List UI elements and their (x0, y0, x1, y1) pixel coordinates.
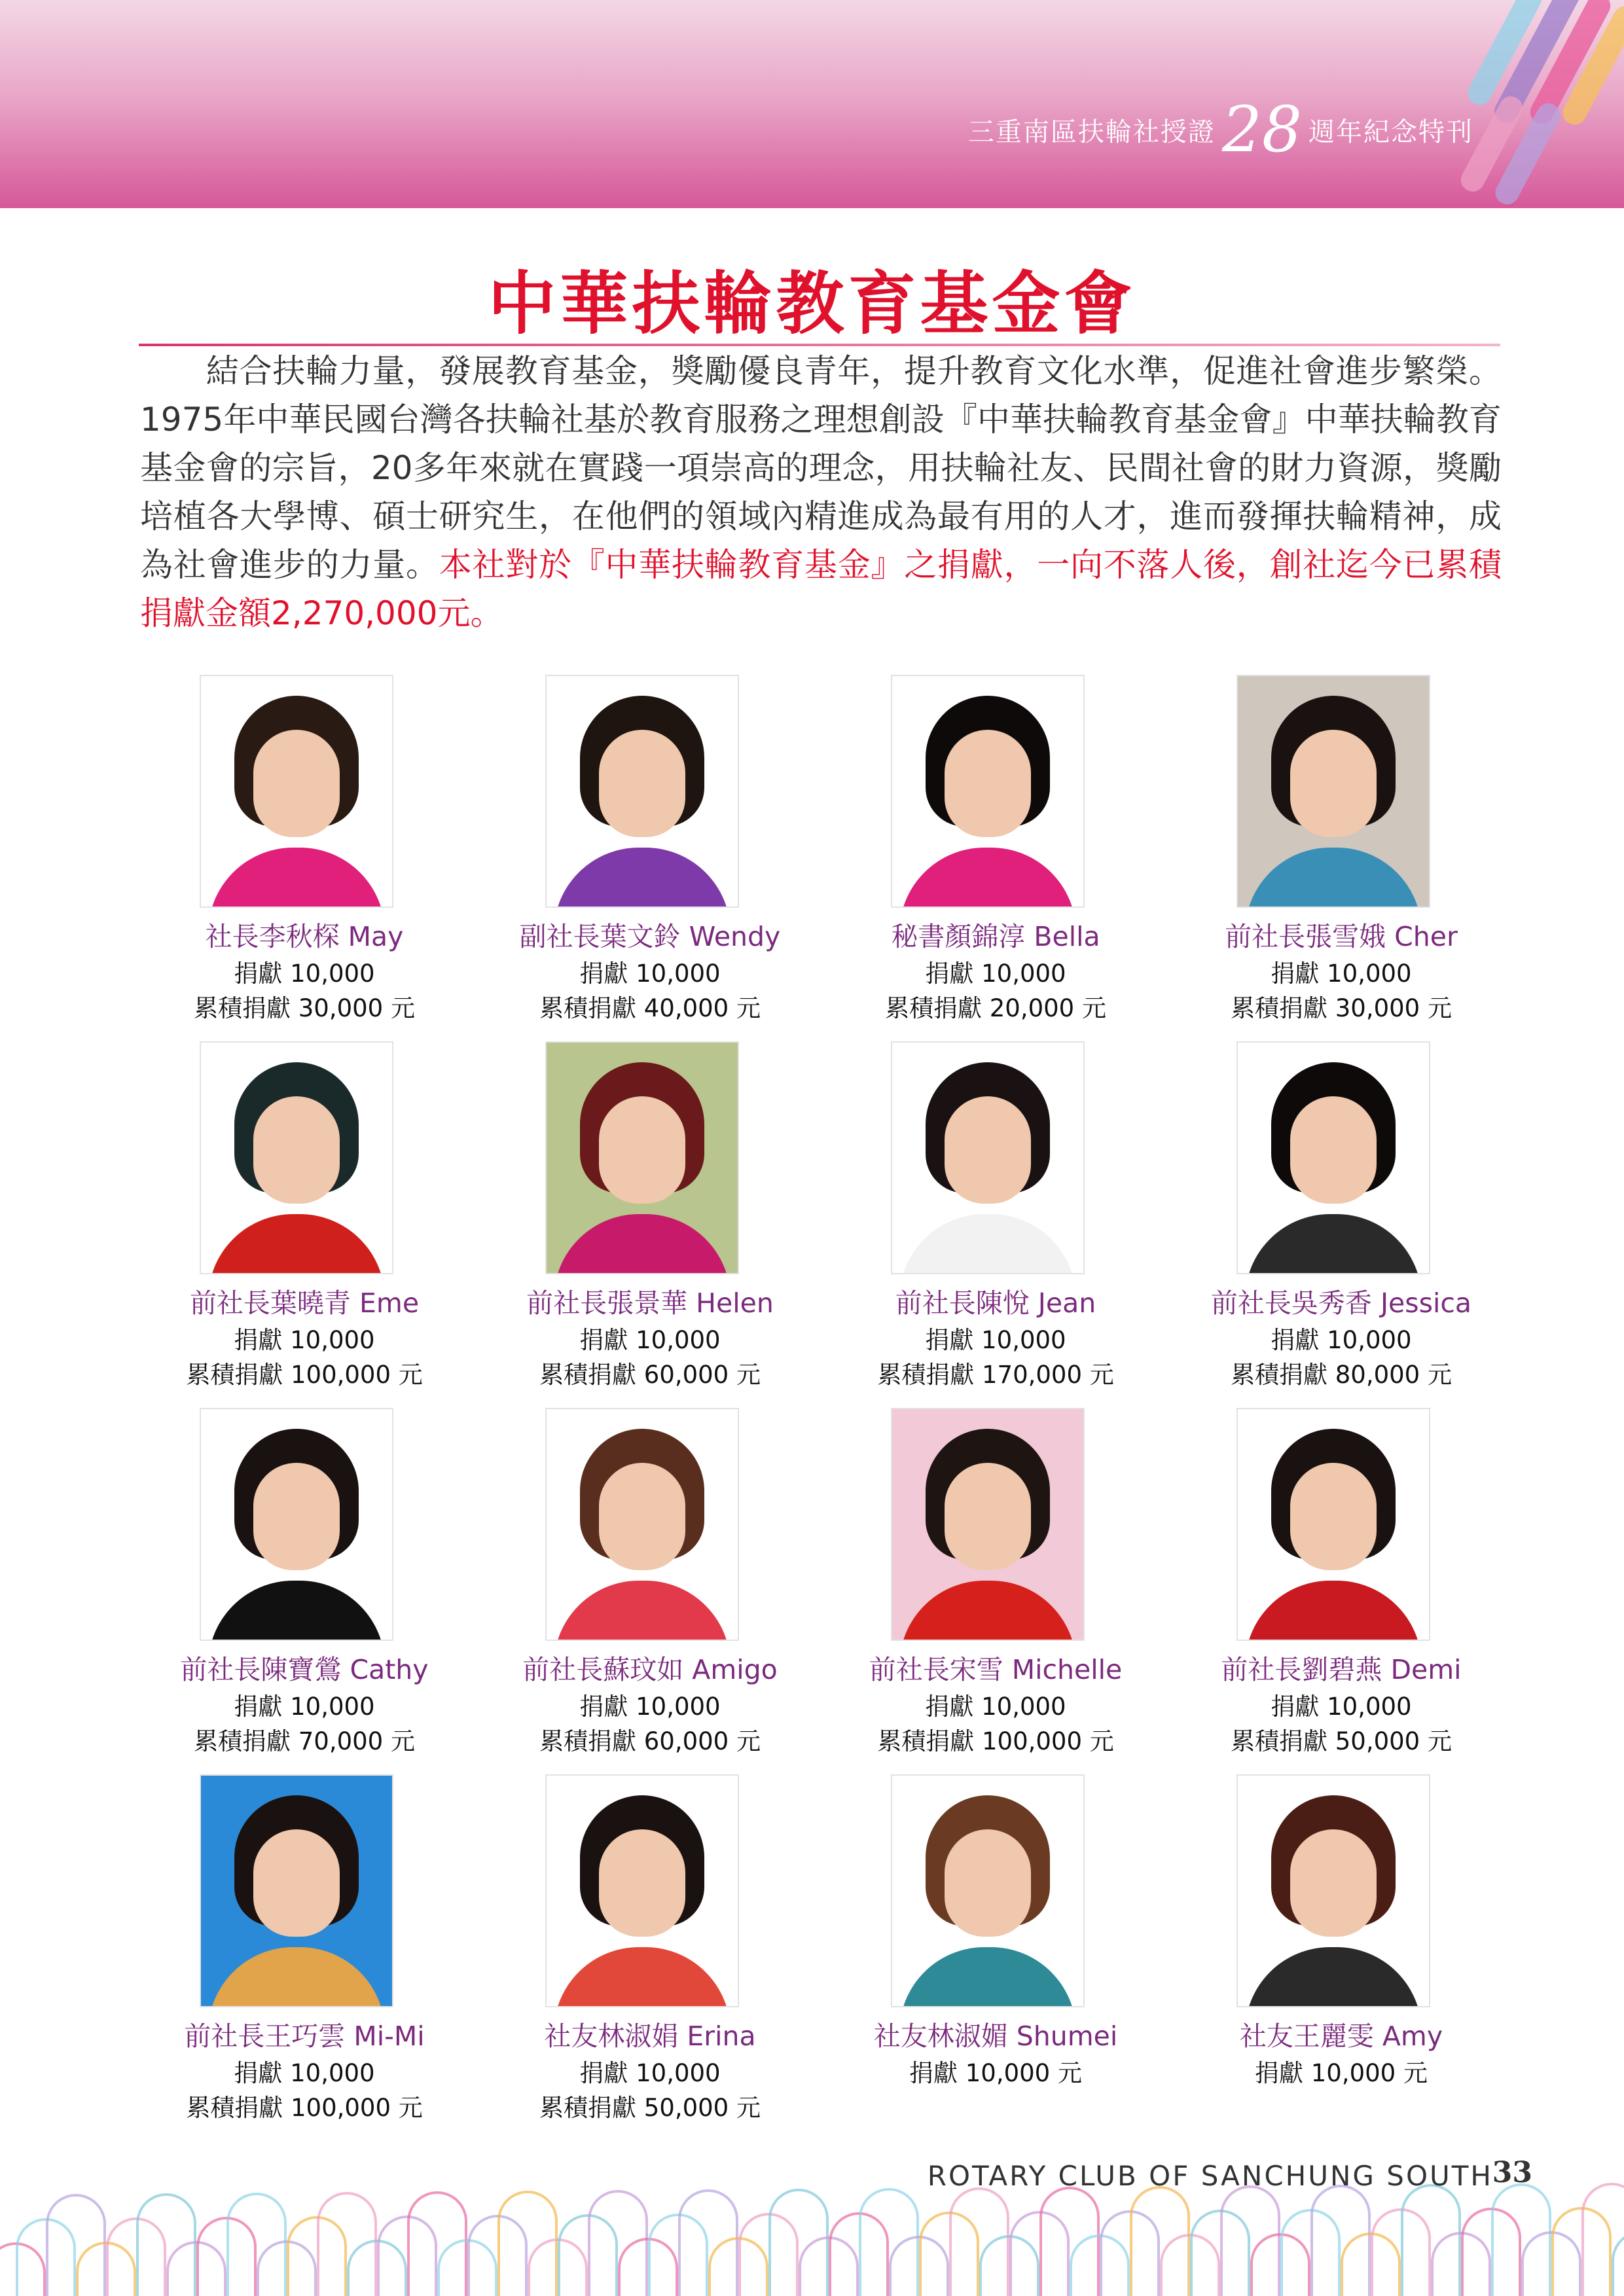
member-photo (545, 1408, 739, 1641)
member-name: 前社長蘇玟如 Amigo (522, 1654, 778, 1685)
member-photo (545, 1774, 739, 2007)
member-card (131, 671, 478, 1037)
member-donation: 捐獻 10,000 (925, 960, 1066, 988)
anniversary-number: 28 (1221, 93, 1302, 166)
page-title: 中華扶輪教育基金會 (488, 264, 1136, 344)
member-photo (200, 1041, 393, 1274)
member-card (131, 1037, 478, 1404)
publication-title-suffix: 週年紀念特刊 (1308, 117, 1473, 147)
member-card (822, 1770, 1169, 2137)
member-cumulative-donation: 累積捐獻 50,000 元 (1231, 1727, 1452, 1755)
member-card (477, 1404, 823, 1770)
member-card (477, 1037, 823, 1404)
member-donation: 捐獻 10,000 (234, 1326, 375, 1354)
member-name: 秘書顏錦淳 Bella (891, 921, 1100, 952)
member-name: 前社長劉碧燕 Demi (1221, 1654, 1462, 1685)
member-photo (1236, 675, 1430, 908)
member-cumulative-donation: 累積捐獻 70,000 元 (194, 1727, 415, 1755)
member-card (822, 671, 1169, 1037)
member-donation: 捐獻 10,000 (579, 1693, 721, 1721)
footer-arc-decoration (0, 2114, 1624, 2296)
member-card (1168, 1404, 1515, 1770)
member-photo (891, 1041, 1085, 1274)
member-card (1168, 1770, 1515, 2137)
member-name: 社友林淑媚 Shumei (873, 2020, 1118, 2052)
member-donation: 捐獻 10,000 (1271, 960, 1412, 988)
member-name: 社友王麗雯 Amy (1239, 2020, 1443, 2052)
member-card (131, 1404, 478, 1770)
member-cumulative-donation: 累積捐獻 80,000 元 (1231, 1361, 1452, 1389)
member-photo (891, 1774, 1085, 2007)
member-photo (200, 1774, 393, 2007)
member-cumulative-donation: 累積捐獻 100,000 元 (186, 2094, 423, 2122)
member-donation: 捐獻 10,000 元 (1255, 2059, 1428, 2087)
member-cumulative-donation: 累積捐獻 170,000 元 (877, 1361, 1114, 1389)
intro-paragraph (140, 347, 1502, 637)
member-donation: 捐獻 10,000 (234, 1693, 375, 1721)
club-name: ROTARY CLUB OF SANCHUNG SOUTH (927, 2160, 1493, 2192)
member-donation: 捐獻 10,000 (234, 2059, 375, 2087)
header-stripe-decoration (1454, 0, 1624, 208)
member-card (822, 1037, 1169, 1404)
member-donation: 捐獻 10,000 (579, 960, 721, 988)
publication-title-prefix: 三重南區扶輪社授證 (967, 117, 1216, 147)
member-card (131, 1770, 478, 2137)
member-photo (545, 675, 739, 908)
member-photo (545, 1041, 739, 1274)
member-cumulative-donation: 累積捐獻 30,000 元 (194, 994, 415, 1022)
member-donation: 捐獻 10,000 (925, 1326, 1066, 1354)
member-donation: 捐獻 10,000 (925, 1693, 1066, 1721)
intro-body: 結合扶輪力量，發展教育基金，獎勵優良青年，提升教育文化水準，促進社會進步繁榮。1975年中華民國台灣各扶輪社基於教育服務之理想創設『中華扶輪教育基金會』中華扶輪教育基金會的宗旨，20多年來就在實踐一項崇高的理念，用扶輪社友、民間社會的財力資源，獎勵培植各大學博、碩士研究生，在他們的領域內精進成為最有用的人才，進而發揮扶輪精神，成為社會進步的力量。 (140, 352, 1502, 584)
publication-title (968, 90, 1473, 169)
member-donation: 捐獻 10,000 (579, 1326, 721, 1354)
member-cumulative-donation: 累積捐獻 30,000 元 (1231, 994, 1452, 1022)
member-name: 前社長吳秀香 Jessica (1210, 1287, 1472, 1319)
member-cumulative-donation: 累積捐獻 100,000 元 (186, 1361, 423, 1389)
member-cumulative-donation: 累積捐獻 60,000 元 (539, 1361, 761, 1389)
member-cumulative-donation: 累積捐獻 50,000 元 (539, 2094, 761, 2122)
page-number: 33 (1492, 2156, 1532, 2189)
title-divider (139, 344, 1500, 346)
member-name: 前社長張雪娥 Cher (1225, 921, 1458, 952)
member-name: 前社長陳悅 Jean (895, 1287, 1096, 1319)
member-name: 前社長王巧雲 Mi-Mi (184, 2020, 425, 2052)
member-photo (1236, 1041, 1430, 1274)
member-photo (891, 1408, 1085, 1641)
member-card (822, 1404, 1169, 1770)
member-photo (200, 675, 393, 908)
member-card (477, 1770, 823, 2137)
member-name: 社友林淑娟 Erina (544, 2020, 756, 2052)
member-name: 社長李秋棎 May (205, 921, 404, 952)
member-name: 前社長葉曉青 Eme (189, 1287, 420, 1319)
member-name: 前社長陳寶鶯 Cathy (180, 1654, 429, 1685)
member-cumulative-donation: 累積捐獻 100,000 元 (877, 1727, 1114, 1755)
member-donation: 捐獻 10,000 (234, 960, 375, 988)
member-name: 前社長張景華 Helen (526, 1287, 774, 1319)
member-name: 副社長葉文鈴 Wendy (519, 921, 781, 952)
member-donation: 捐獻 10,000 元 (909, 2059, 1082, 2087)
member-photo (1236, 1408, 1430, 1641)
member-donation: 捐獻 10,000 (579, 2059, 721, 2087)
member-photo (891, 675, 1085, 908)
member-cumulative-donation: 累積捐獻 40,000 元 (539, 994, 761, 1022)
member-photo (1236, 1774, 1430, 2007)
header-banner (0, 0, 1624, 208)
member-card (1168, 671, 1515, 1037)
member-card (1168, 1037, 1515, 1404)
member-card (477, 671, 823, 1037)
member-donation: 捐獻 10,000 (1271, 1326, 1412, 1354)
member-photo (200, 1408, 393, 1641)
member-cumulative-donation: 累積捐獻 20,000 元 (885, 994, 1106, 1022)
intro-highlight: 本社對於『中華扶輪教育基金』之捐獻，一向不落人後，創社迄今已累積捐獻金額2,270,000元。 (140, 546, 1502, 632)
member-donation: 捐獻 10,000 (1271, 1693, 1412, 1721)
member-name: 前社長宋雪 Michelle (869, 1654, 1123, 1685)
member-cumulative-donation: 累積捐獻 60,000 元 (539, 1727, 761, 1755)
